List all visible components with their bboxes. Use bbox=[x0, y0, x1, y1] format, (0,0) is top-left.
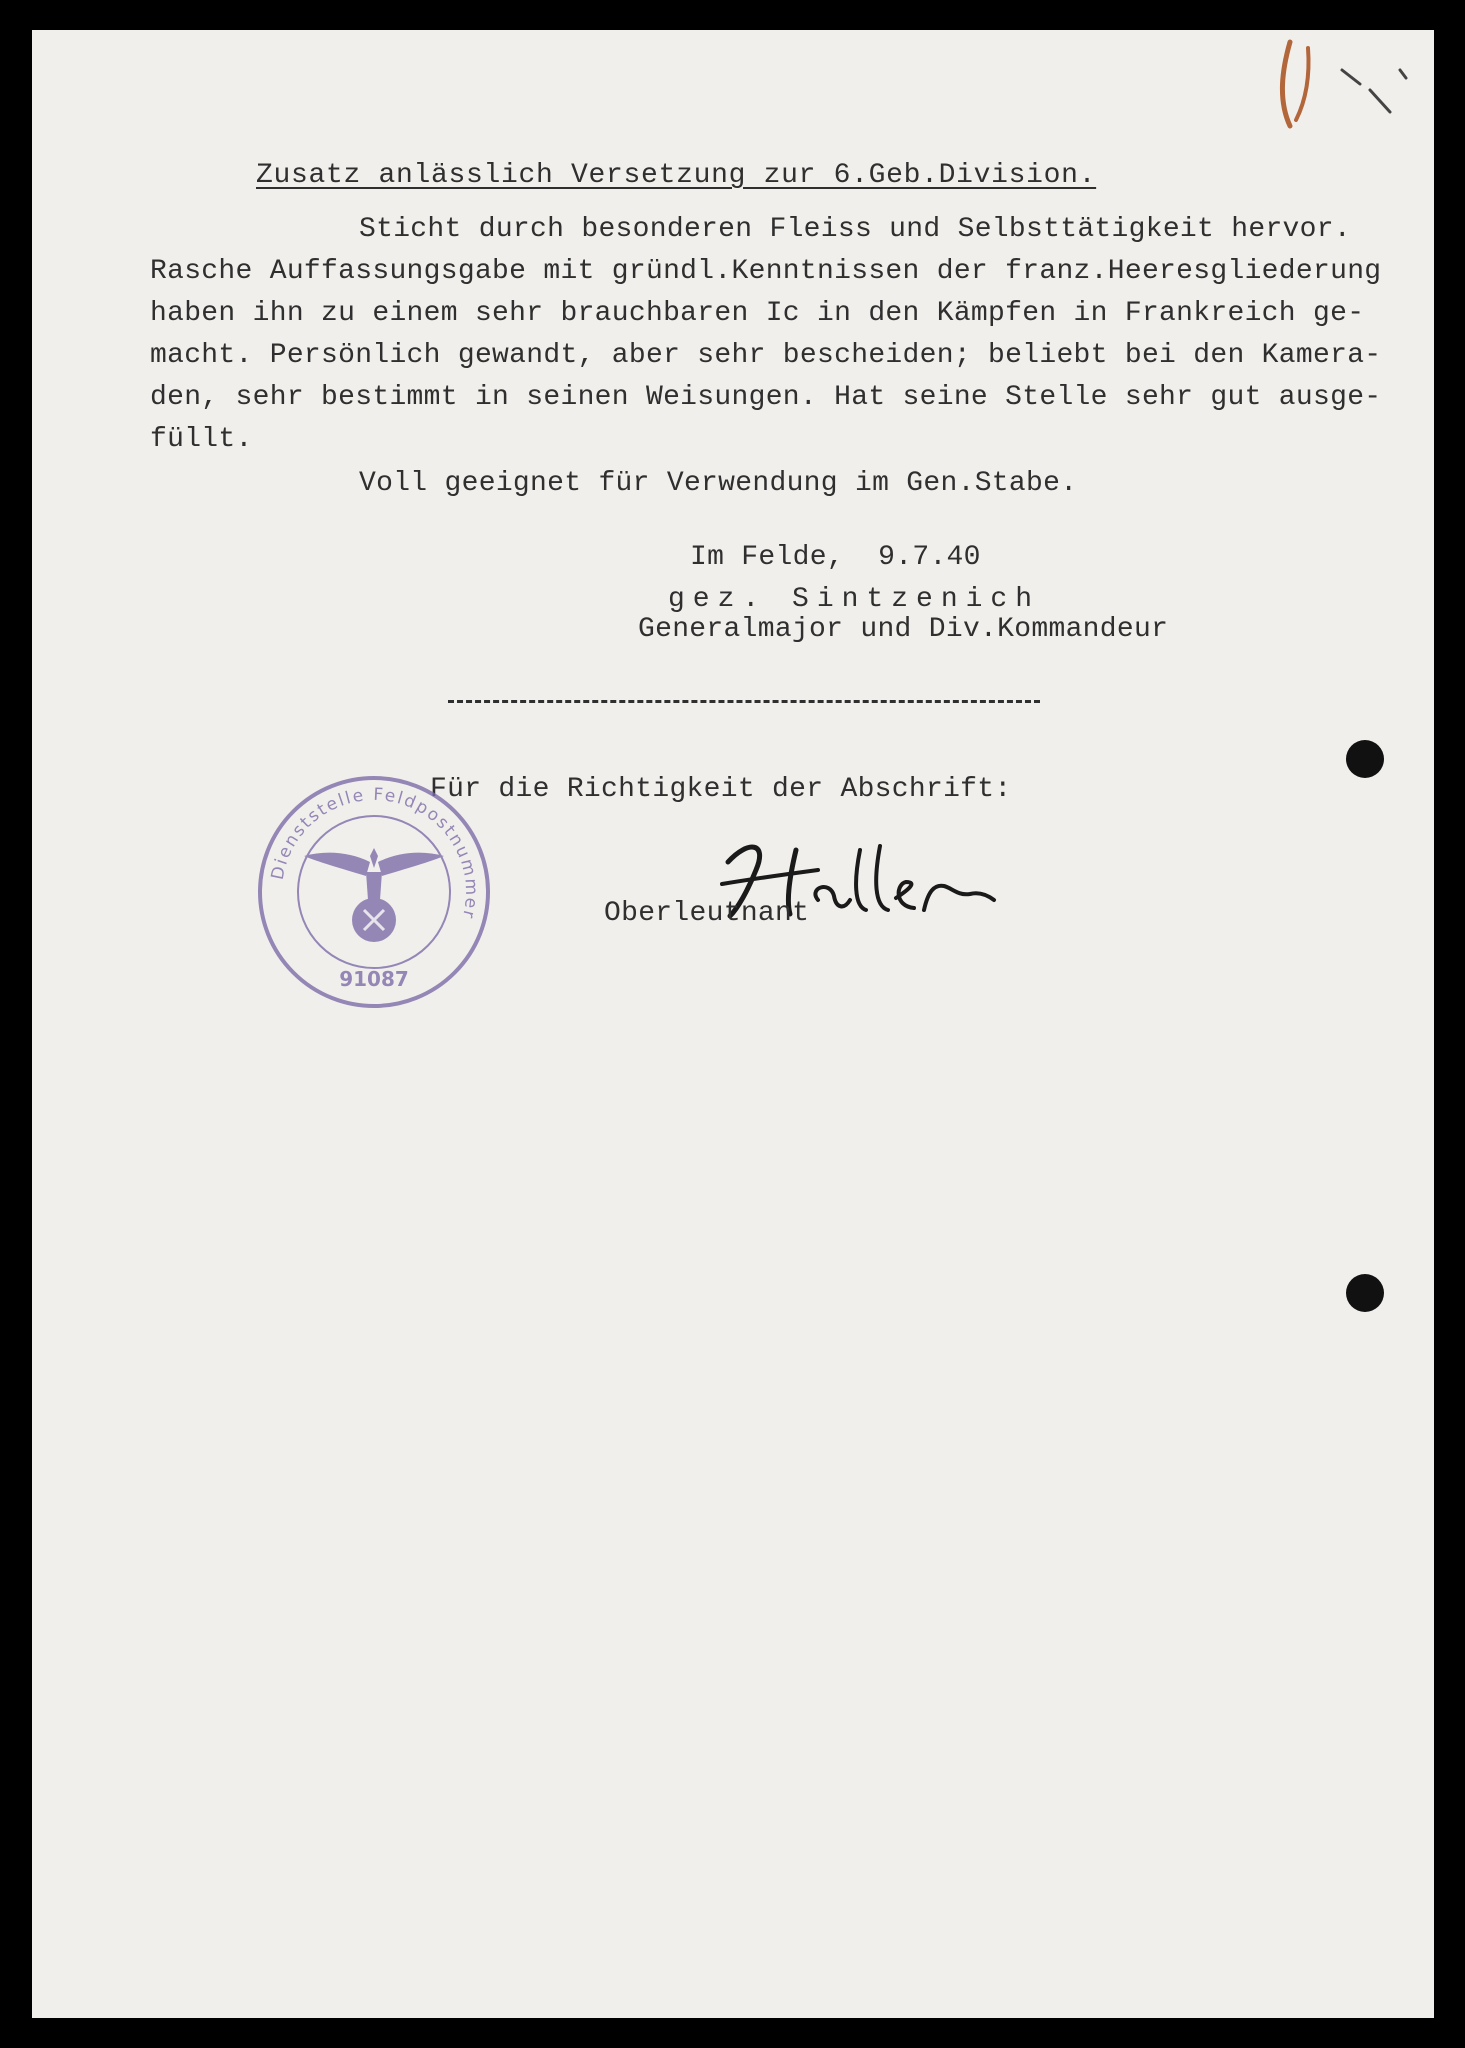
official-stamp bbox=[254, 772, 494, 1012]
certifier-rank: Oberleutnant bbox=[604, 898, 810, 929]
body-line-4: macht. Persönlich gewandt, aber sehr bescheiden; beliebt bei den Kamera- bbox=[150, 340, 1382, 371]
signed-by: gez. Sintzenich bbox=[668, 584, 1041, 615]
punch-hole-upper bbox=[1346, 740, 1384, 778]
body-line-3: haben ihn zu einem sehr brauchbaren Ic in den Kämpfen in Frankreich ge- bbox=[150, 298, 1365, 329]
recommendation-line: Voll geeignet für Verwendung im Gen.Stabe. bbox=[359, 468, 1078, 499]
stamp-number: 91087 bbox=[339, 967, 409, 991]
punch-hole-lower bbox=[1346, 1274, 1384, 1312]
body-line-1: Sticht durch besonderen Fleiss und Selbsttätigkeit hervor. bbox=[359, 214, 1351, 245]
body-line-5: den, sehr bestimmt in seinen Weisungen. Hat seine Stelle sehr gut ausge- bbox=[150, 382, 1382, 413]
document-page bbox=[32, 30, 1434, 2018]
body-line-2: Rasche Auffassungsgabe mit gründl.Kenntnissen der franz.Heeresgliederung bbox=[150, 256, 1382, 287]
signer-title: Generalmajor und Div.Kommandeur bbox=[638, 614, 1169, 645]
stamp-ring-text: Dienststelle Feldpostnummer bbox=[267, 784, 482, 922]
corner-pencil-mark bbox=[1250, 30, 1434, 140]
place-date: Im Felde, 9.7.40 bbox=[690, 542, 981, 573]
certification-line: Für die Richtigkeit der Abschrift: bbox=[430, 774, 1012, 805]
document-heading: Zusatz anlässlich Versetzung zur 6.Geb.Division. bbox=[256, 160, 1097, 191]
separator-line bbox=[448, 700, 1040, 703]
body-line-6: füllt. bbox=[150, 424, 253, 455]
